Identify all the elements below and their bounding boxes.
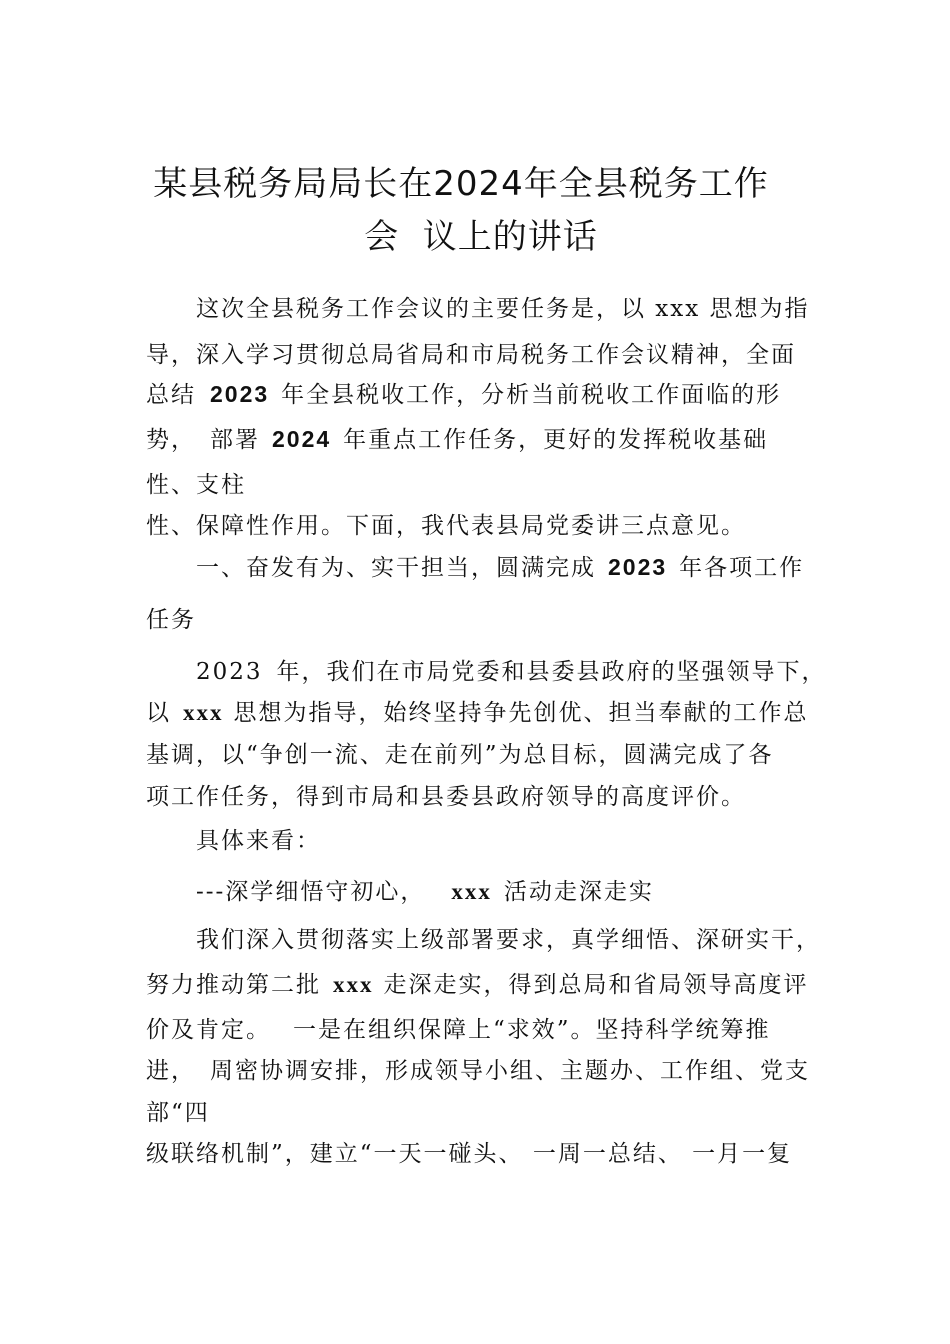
paragraph-1-line-6: 性、保障性作用。下面，我代表县局党委讲三点意见。	[146, 513, 746, 539]
text-fragment: 进，	[146, 1058, 196, 1084]
text-fragment: 年各项工作	[679, 555, 805, 581]
paragraph-2-line-1	[196, 653, 827, 686]
text-fragment: 思想为指导，始终坚持争先创优、担当奉献的工作总	[233, 700, 809, 726]
section-heading-1-line-1	[196, 549, 804, 582]
text-fragment: 以	[146, 700, 171, 726]
text-fragment: 周密协调安排，形成领导小组、主题办、工作组、党支	[210, 1058, 810, 1084]
text-fragment: 部署	[210, 427, 260, 453]
text-fragment: 一、奋发有为、实干担当，圆满完成	[196, 555, 596, 581]
year-2023: 2023	[210, 381, 270, 407]
paragraph-1-line-3	[146, 376, 781, 409]
text-fragment: 活动走深走实	[503, 879, 654, 905]
paragraph-5-line-5: 部“四	[146, 1100, 210, 1126]
paragraph-5-line-1: 我们深入贯彻落实上级部署要求，真学细悟、深研实干，	[196, 927, 821, 953]
paragraph-5-line-3	[146, 1011, 771, 1044]
text-fragment: 努力推动第二批	[146, 972, 321, 998]
text-fragment: 势，	[146, 427, 196, 453]
paragraph-5-line-4	[146, 1052, 810, 1085]
document-title-line-1: 某县税务局局长在2024年全县税务工作	[153, 164, 769, 204]
paragraph-3: 具体来看：	[196, 828, 321, 854]
paragraph-1-line-5: 性、支柱	[146, 472, 246, 498]
document-title-line-2	[6, 209, 950, 258]
subheading-line	[196, 873, 654, 906]
xxx-text: xxx	[183, 700, 224, 725]
paragraph-2-line-2	[146, 694, 809, 727]
text-fragment: 年，我们在市局党委和县委县政府的坚强领导下，	[276, 659, 827, 685]
year-2024: 2024	[272, 426, 332, 452]
text-fragment: 走深走实，得到总局和省局领导高度评	[383, 972, 809, 998]
text-fragment: ---深学细悟守初心，	[196, 879, 426, 905]
paragraph-1-line-1: 这次全县税务工作会议的主要任务是，以 xxx 思想为指	[196, 296, 810, 322]
text-fragment: 年全县税收工作，分析当前税收工作面临的形	[281, 382, 782, 408]
year-2023: 2023	[608, 554, 668, 580]
xxx-text: xxx	[451, 879, 492, 904]
title-text: 会 议上的讲话	[364, 217, 598, 257]
paragraph-1-line-4	[146, 421, 768, 454]
paragraph-2-line-4: 项工作任务，得到市局和县委县政府领导的高度评价。	[146, 784, 746, 810]
text-fragment: 年重点工作任务，更好的发挥税收基础	[343, 427, 769, 453]
section-heading-1-line-2: 任务	[146, 607, 196, 633]
text-fragment: 总结	[146, 382, 196, 408]
paragraph-1-line-2: 导，深入学习贯彻总局省局和市局税务工作会议精神，全面	[146, 342, 796, 368]
paragraph-5-line-2	[146, 966, 809, 999]
xxx-text: xxx	[333, 972, 374, 997]
text-fragment: 价及肯定。	[146, 1017, 271, 1043]
year-2023: 2023	[196, 659, 263, 685]
paragraph-5-line-6: 级联络机制”，建立“一天一碰头、 一周一总结、 一月一复	[146, 1141, 793, 1167]
text-fragment: 一是在组织保障上“求效”。坚持科学统筹推	[293, 1017, 771, 1043]
paragraph-2-line-3: 基调，以“争创一流、走在前列”为总目标，圆满完成了各	[146, 742, 774, 768]
